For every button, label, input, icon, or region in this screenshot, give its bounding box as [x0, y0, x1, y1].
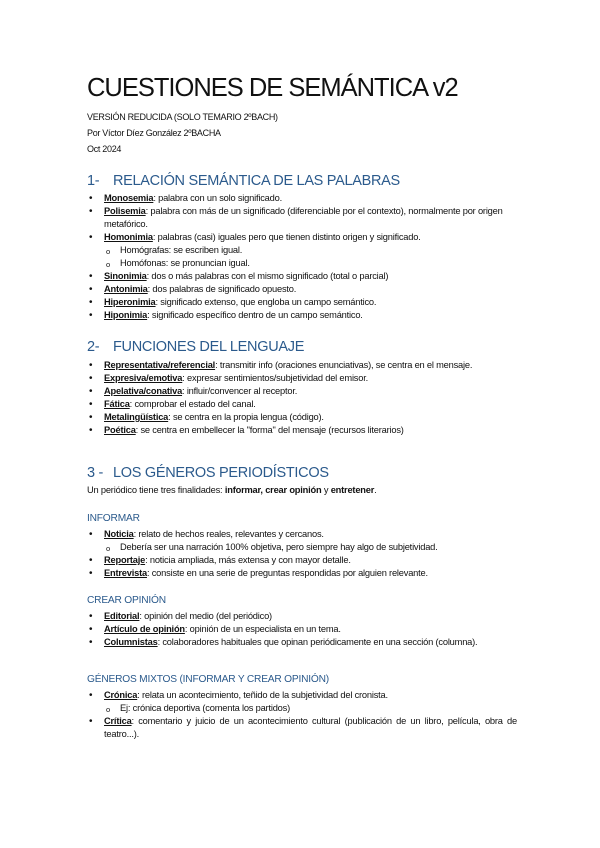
item-text: : transmitir info (oraciones enunciativas), se centra en el mensaje.: [215, 360, 473, 370]
section-number: 1-: [87, 173, 100, 189]
subsection-heading-informar: INFORMAR: [87, 513, 140, 524]
section-number: 3 -: [87, 465, 104, 481]
item-term: Poética: [104, 425, 136, 435]
version-note: VERSIÓN REDUCIDA (SOLO TEMARIO 2ºBACH): [87, 112, 278, 122]
sub-list-item: o Ej: crónica deportiva (comenta los partidos): [87, 702, 517, 715]
section-title: RELACIÓN SEMÁNTICA DE LAS PALABRAS: [113, 173, 400, 189]
item-term: Metalingüística: [104, 412, 169, 422]
list-item: [87, 205, 517, 231]
item-term: Crónica: [104, 690, 138, 700]
item-term: Editorial: [104, 611, 140, 621]
subsection-heading-crear-opinion: CREAR OPINIÓN: [87, 595, 166, 606]
author-line: Por Víctor Díez González 2ºBACHA: [87, 128, 221, 138]
item-text: : se centra en embellecer la "forma" del mensaje (recursos literarios): [135, 425, 404, 435]
generos-mixtos-list: [87, 689, 517, 741]
item-term: Apelativa/conativa: [104, 386, 183, 396]
intro-text: y: [321, 485, 331, 495]
item-term: Hiperonimia: [104, 297, 156, 307]
item-term: Sinonimia: [104, 271, 147, 281]
list-item: [87, 296, 517, 309]
item-term: Artículo de opinión: [104, 624, 185, 634]
date-line: Oct 2024: [87, 144, 122, 154]
list-item: [87, 636, 517, 649]
section-2-list: [87, 359, 517, 437]
item-term: Monosemia: [104, 193, 154, 203]
intro-emphasis: entretener: [330, 485, 375, 495]
item-term: Hiponimia: [104, 310, 148, 320]
item-text: : significado específico dentro de un campo semántico.: [147, 310, 363, 320]
item-text: : significado extenso, que engloba un campo semántico.: [155, 297, 377, 307]
section-3-intro: [87, 485, 377, 495]
list-item: [87, 567, 517, 580]
list-item: [87, 424, 517, 437]
item-term: Crítica: [104, 716, 132, 726]
item-term: Representativa/referencial: [104, 360, 216, 370]
list-item: [87, 359, 517, 372]
list-item: [87, 270, 517, 283]
list-item: [87, 398, 517, 411]
document-title: CUESTIONES DE SEMÁNTICA v2: [87, 74, 458, 102]
list-item: [87, 372, 517, 385]
item-text: : se centra en la propia lengua (código).: [168, 412, 324, 422]
item-term: Expresiva/emotiva: [104, 373, 183, 383]
item-term: Fática: [104, 399, 130, 409]
list-item: [87, 283, 517, 296]
list-item: [87, 309, 517, 322]
item-text: : dos o más palabras con el mismo significado (total o parcial): [146, 271, 389, 281]
list-item: [87, 623, 517, 636]
list-item: [87, 528, 517, 541]
intro-emphasis: informar, crear opinión: [224, 485, 322, 495]
list-item: [87, 411, 517, 424]
item-text: : opinión del medio (del periódico): [139, 611, 272, 621]
sub-list-item: o Homófonas: se pronuncian igual.: [87, 257, 517, 270]
item-term: Entrevista: [104, 568, 147, 578]
item-text: : relato de hechos reales, relevantes y cercanos.: [133, 529, 324, 539]
item-term: Antonimia: [104, 284, 148, 294]
list-item: [87, 192, 517, 205]
sub-list-item: o Debería ser una narración 100% objetiva, pero siempre hay algo de subjetividad.: [87, 541, 517, 554]
list-item: [87, 715, 517, 741]
section-heading-2: [87, 339, 304, 355]
item-text: : colaboradores habituales que opinan periódicamente en una sección (columna).: [157, 637, 478, 647]
item-term: Polisemia: [104, 206, 146, 216]
item-term: Noticia: [104, 529, 134, 539]
crear-opinion-list: [87, 610, 517, 649]
section-number: 2-: [87, 339, 100, 355]
section-heading-3: [87, 465, 329, 481]
informar-list: [87, 528, 517, 580]
item-term: Reportaje: [104, 555, 146, 565]
item-text: : noticia ampliada, más extensa y con mayor detalle.: [145, 555, 351, 565]
section-1-list: [87, 192, 517, 322]
intro-text: Un periódico tiene tres finalidades:: [87, 485, 225, 495]
item-text: : comentario y juicio de un acontecimiento cultural (publicación de un libro, película, obra de teatro...).: [104, 716, 517, 739]
item-term: Homonimia: [104, 232, 153, 242]
item-text: : relata un acontecimiento, teñido de la subjetividad del cronista.: [137, 690, 388, 700]
list-item: [87, 689, 517, 702]
list-item: [87, 385, 517, 398]
section-title: FUNCIONES DEL LENGUAJE: [113, 339, 305, 355]
item-term: Columnistas: [104, 637, 158, 647]
item-text: : expresar sentimientos/subjetividad del emisor.: [182, 373, 368, 383]
sub-list-item: o Homógrafas: se escriben igual.: [87, 244, 517, 257]
item-text: : palabra con más de un significado (diferenciable por el contexto), normalmente por origen metafórico.: [104, 206, 503, 229]
item-text: : comprobar el estado del canal.: [129, 399, 256, 409]
item-text: : dos palabras de significado opuesto.: [147, 284, 297, 294]
item-text: : consiste en una serie de preguntas respondidas por alguien relevante.: [146, 568, 428, 578]
item-text: : opinión de un especialista en un tema.: [184, 624, 341, 634]
item-text: : palabras (casi) iguales pero que tienen distinto origen y significado.: [152, 232, 421, 242]
item-text: : palabra con un solo significado.: [153, 193, 282, 203]
section-title: LOS GÉNEROS PERIODÍSTICOS: [113, 465, 329, 481]
list-item: [87, 610, 517, 623]
list-item: [87, 554, 517, 567]
list-item: [87, 231, 517, 244]
section-heading-1: [87, 173, 400, 189]
intro-text: .: [374, 485, 377, 495]
item-text: : influir/convencer al receptor.: [182, 386, 298, 396]
subsection-heading-generos-mixtos: GÉNEROS MIXTOS (INFORMAR Y CREAR OPINIÓN): [87, 674, 329, 685]
